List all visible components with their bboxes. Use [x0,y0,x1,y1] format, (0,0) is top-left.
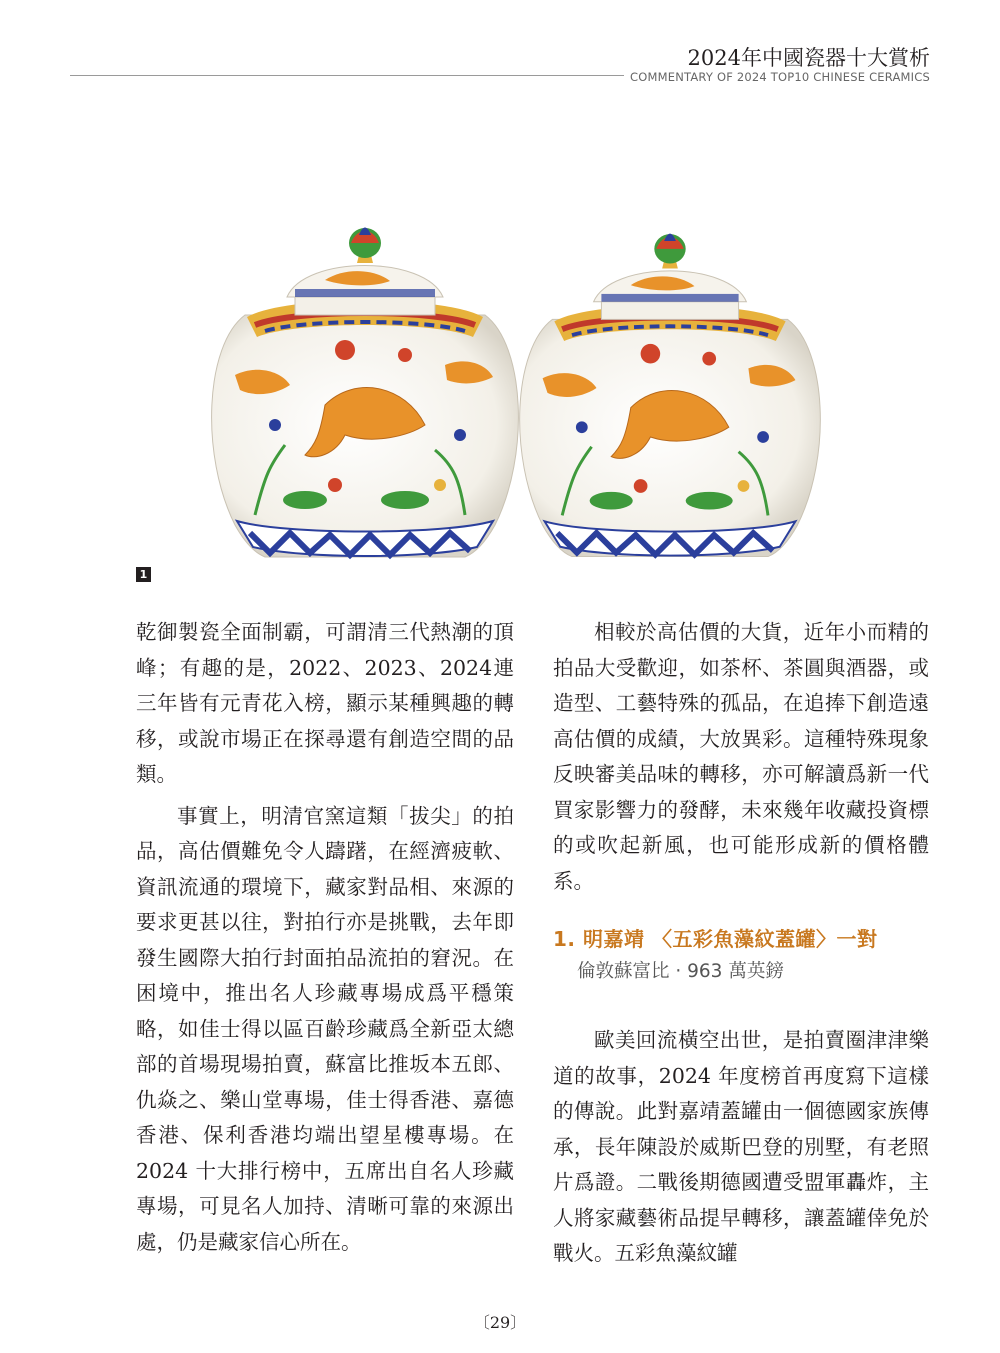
right-paragraph-1: 相較於高估價的大貨，近年小而精的拍品大受歡迎，如茶杯、茶圓與酒器，或造型、工藝特殊的孤品，在追捧下創造遠高估價的成績，大放異彩。這種特殊現象反映審美品味的轉移，亦可解讀爲新一代買家影響力的發酵，未來幾年收藏投資標的或吹起新風，也可能形成新的價格體系。 [553,620,929,893]
right-column [553,615,929,1278]
photo-fish-jars [190,165,840,565]
right-paragraph-2: 歐美回流橫空出世，是拍賣圈津津樂道的故事，2024 年度榜首再度寫下這樣的傳說。此對嘉靖蓋罐由一個德國家族傳承，長年陳設於威斯巴登的別墅，有老照片爲證。二戰後期德國遭受盟軍轟炸，主人將家藏藝術品提早轉移，讓蓋罐倖免於戰火。五彩魚藻紋罐 [553,1028,929,1265]
left-column [136,615,514,1266]
page-number: 〔29〕 [473,1313,527,1332]
jar-right [520,234,821,557]
figure-number: 1 [136,567,151,582]
left-paragraph-2: 事實上，明清官窯這類「拔尖」的拍品，高估價難免令人躊躇，在經濟疲軟、資訊流通的環境下，藏家對品相、來源的要求更甚以往，對拍行亦是挑戰，去年即發生國際大拍行封面拍品流拍的窘況。在困境中，推出名人珍藏專場成爲平穩策略，如佳士得以區百齡珍藏爲全新亞太總部的首場現場拍賣，蘇富比推坂本五郎、仇焱之、樂山堂專場，佳士得香港、嘉德香港、保利香港均端出望星樓專場。在 2024 十大排行榜中，五席出自名人珍藏專場，可見名人加持、清晰可靠的來源出處，仍是藏家信心所在。 [136,803,514,1254]
header-title: 2024年中國瓷器十大賞析 [687,46,930,70]
left-paragraph-1: 乾御製瓷全面制霸，可謂清三代熱潮的頂峰；有趣的是，2022、2023、2024連三年皆有元青花入榜，顯示某種興趣的轉移，或說市場正在探尋還有創造空間的品類。 [136,620,514,786]
header-subtitle: COMMENTARY OF 2024 TOP10 CHINESE CERAMICS [624,70,930,84]
section-heading: 1. 明嘉靖 〈五彩魚藻紋蓋罐〉一對 [553,927,878,951]
section-subheading: 倫敦蘇富比 · 963 萬英鎊 [577,961,784,982]
jar-left [212,228,519,558]
